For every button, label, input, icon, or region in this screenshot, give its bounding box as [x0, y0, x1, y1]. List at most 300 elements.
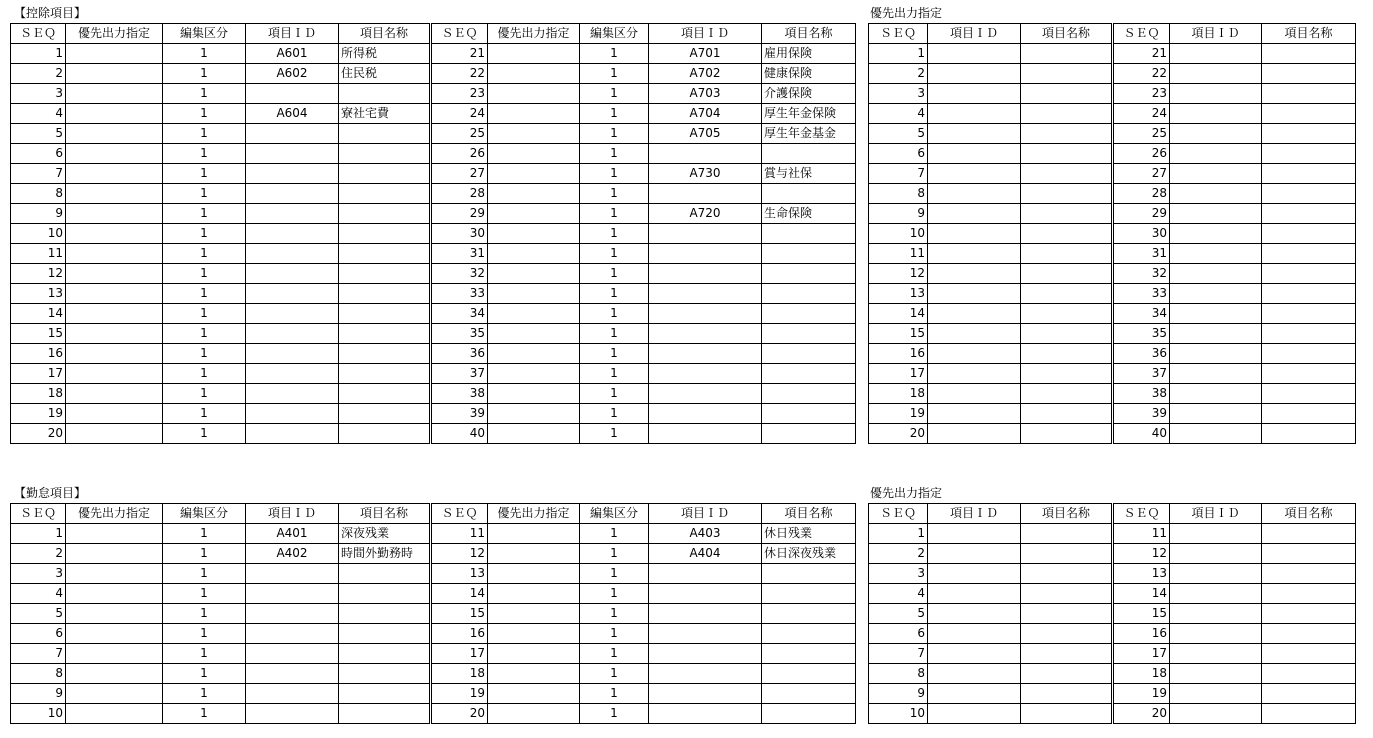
table-row — [11, 124, 856, 144]
table-row — [869, 624, 1356, 644]
table-row — [869, 424, 1356, 444]
item-name-cell — [1262, 324, 1356, 344]
item-id-cell — [649, 184, 762, 204]
item-id-cell — [928, 624, 1021, 644]
item-name-cell — [339, 184, 431, 204]
item-name-cell: 雇用保険 — [762, 44, 856, 64]
seq-cell: 7 — [11, 644, 66, 664]
item-name-cell — [1262, 544, 1356, 564]
seq-cell: 4 — [11, 584, 66, 604]
priority-cell — [66, 104, 163, 124]
seq-cell: 6 — [869, 144, 928, 164]
item-name-cell — [762, 424, 856, 444]
item-name-cell: 所得税 — [339, 44, 431, 64]
priority-cell — [488, 284, 580, 304]
seq-cell: 12 — [869, 264, 928, 284]
item-name-cell — [762, 624, 856, 644]
priority-cell — [488, 544, 580, 564]
item-id-cell — [928, 44, 1021, 64]
seq-cell: 19 — [431, 684, 488, 704]
edit-type-cell: 1 — [163, 284, 246, 304]
item-name-cell — [339, 684, 431, 704]
item-name-cell — [1021, 284, 1113, 304]
item-id-cell — [1170, 604, 1262, 624]
edit-type-cell: 1 — [580, 244, 649, 264]
item-name-cell — [762, 284, 856, 304]
priority-cell — [66, 264, 163, 284]
seq-cell: 17 — [869, 364, 928, 384]
item-id-cell — [649, 284, 762, 304]
item-id-cell — [246, 124, 339, 144]
table-row — [869, 284, 1356, 304]
seq-cell: 5 — [869, 604, 928, 624]
seq-cell: 23 — [1113, 84, 1170, 104]
item-name-cell — [339, 704, 431, 724]
item-id-cell — [1170, 224, 1262, 244]
edit-type-cell: 1 — [580, 144, 649, 164]
seq-cell: 2 — [11, 544, 66, 564]
seq-cell: 17 — [11, 364, 66, 384]
priority-cell — [66, 344, 163, 364]
seq-cell: 36 — [1113, 344, 1170, 364]
edit-type-cell: 1 — [163, 124, 246, 144]
item-name-cell: 寮社宅費 — [339, 104, 431, 124]
item-name-cell — [339, 584, 431, 604]
column-header: 項目名称 — [1021, 24, 1113, 44]
seq-cell: 38 — [1113, 384, 1170, 404]
edit-type-cell: 1 — [580, 184, 649, 204]
table-row — [869, 64, 1356, 84]
seq-cell: 24 — [1113, 104, 1170, 124]
edit-type-cell: 1 — [163, 604, 246, 624]
edit-type-cell: 1 — [163, 624, 246, 644]
item-id-cell — [1170, 184, 1262, 204]
seq-cell: 9 — [11, 684, 66, 704]
seq-cell: 27 — [431, 164, 488, 184]
item-id-cell: A703 — [649, 84, 762, 104]
table-row — [11, 684, 856, 704]
item-id-cell — [246, 624, 339, 644]
attendance-table — [10, 503, 856, 724]
table-row — [11, 244, 856, 264]
seq-cell: 34 — [431, 304, 488, 324]
item-name-cell — [339, 164, 431, 184]
item-id-cell: A701 — [649, 44, 762, 64]
table-row — [11, 364, 856, 384]
item-id-cell — [928, 104, 1021, 124]
item-id-cell — [928, 324, 1021, 344]
seq-cell: 19 — [11, 404, 66, 424]
item-id-cell: A730 — [649, 164, 762, 184]
item-name-cell — [339, 284, 431, 304]
item-name-cell — [339, 204, 431, 224]
item-id-cell — [649, 364, 762, 384]
priority-cell — [488, 264, 580, 284]
seq-cell: 19 — [1113, 684, 1170, 704]
edit-type-cell: 1 — [580, 164, 649, 184]
item-id-cell: A702 — [649, 64, 762, 84]
column-header: ＳＥＱ — [431, 504, 488, 524]
seq-cell: 5 — [11, 124, 66, 144]
edit-type-cell: 1 — [580, 664, 649, 684]
seq-cell: 39 — [1113, 404, 1170, 424]
column-header: 編集区分 — [580, 504, 649, 524]
column-header: 項目名称 — [762, 504, 856, 524]
item-name-cell — [1262, 304, 1356, 324]
item-name-cell — [1021, 524, 1113, 544]
item-name-cell — [1262, 244, 1356, 264]
item-id-cell — [246, 144, 339, 164]
table-row — [11, 624, 856, 644]
deduction-table — [10, 23, 856, 444]
table-row — [869, 204, 1356, 224]
edit-type-cell: 1 — [163, 264, 246, 284]
priority-cell — [66, 584, 163, 604]
item-name-cell — [1262, 604, 1356, 624]
seq-cell: 3 — [869, 84, 928, 104]
seq-cell: 15 — [431, 604, 488, 624]
item-name-cell — [1021, 304, 1113, 324]
edit-type-cell: 1 — [580, 224, 649, 244]
item-id-cell — [246, 284, 339, 304]
item-id-cell — [928, 244, 1021, 264]
table-row — [869, 44, 1356, 64]
item-id-cell — [1170, 384, 1262, 404]
seq-cell: 20 — [869, 424, 928, 444]
seq-cell: 25 — [1113, 124, 1170, 144]
edit-type-cell: 1 — [163, 704, 246, 724]
column-header: 項目ＩＤ — [1170, 504, 1262, 524]
table-row — [869, 644, 1356, 664]
item-name-cell — [1021, 584, 1113, 604]
priority-cell — [66, 664, 163, 684]
item-name-cell — [1021, 124, 1113, 144]
column-header: 編集区分 — [163, 24, 246, 44]
item-name-cell — [1021, 84, 1113, 104]
item-id-cell: A705 — [649, 124, 762, 144]
item-name-cell: 深夜残業 — [339, 524, 431, 544]
header-row — [869, 504, 1356, 524]
item-id-cell — [649, 684, 762, 704]
edit-type-cell: 1 — [580, 204, 649, 224]
item-id-cell — [928, 564, 1021, 584]
edit-type-cell: 1 — [163, 304, 246, 324]
column-header: 項目名称 — [339, 504, 431, 524]
item-id-cell — [928, 584, 1021, 604]
item-id-cell — [649, 404, 762, 424]
item-id-cell — [928, 604, 1021, 624]
item-name-cell — [762, 324, 856, 344]
table-row — [869, 524, 1356, 544]
edit-type-cell: 1 — [580, 624, 649, 644]
seq-cell: 17 — [1113, 644, 1170, 664]
item-name-cell — [1021, 144, 1113, 164]
edit-type-cell: 1 — [580, 104, 649, 124]
seq-cell: 13 — [869, 284, 928, 304]
item-id-cell — [928, 704, 1021, 724]
seq-cell: 16 — [1113, 624, 1170, 644]
column-header: 項目名称 — [1262, 24, 1356, 44]
item-id-cell — [649, 664, 762, 684]
item-name-cell: 介護保険 — [762, 84, 856, 104]
item-id-cell — [1170, 64, 1262, 84]
table-row — [869, 384, 1356, 404]
seq-cell: 16 — [869, 344, 928, 364]
edit-type-cell: 1 — [163, 84, 246, 104]
seq-cell: 14 — [1113, 584, 1170, 604]
seq-cell: 33 — [431, 284, 488, 304]
item-id-cell — [649, 424, 762, 444]
item-id-cell — [649, 384, 762, 404]
item-id-cell — [928, 404, 1021, 424]
priority-cell — [66, 164, 163, 184]
edit-type-cell: 1 — [163, 64, 246, 84]
seq-cell: 10 — [869, 224, 928, 244]
seq-cell: 8 — [869, 664, 928, 684]
seq-cell: 13 — [431, 564, 488, 584]
item-name-cell — [339, 664, 431, 684]
item-id-cell: A601 — [246, 44, 339, 64]
seq-cell: 26 — [1113, 144, 1170, 164]
column-header: ＳＥＱ — [1113, 24, 1170, 44]
item-name-cell: 生命保険 — [762, 204, 856, 224]
table-row — [11, 644, 856, 664]
edit-type-cell: 1 — [163, 204, 246, 224]
item-name-cell: 健康保険 — [762, 64, 856, 84]
edit-type-cell: 1 — [580, 264, 649, 284]
item-name-cell: 厚生年金基金 — [762, 124, 856, 144]
item-id-cell — [928, 304, 1021, 324]
item-id-cell — [928, 124, 1021, 144]
edit-type-cell: 1 — [163, 564, 246, 584]
column-header: 項目ＩＤ — [928, 504, 1021, 524]
edit-type-cell: 1 — [163, 584, 246, 604]
item-name-cell — [1262, 364, 1356, 384]
item-name-cell — [762, 384, 856, 404]
item-id-cell — [246, 264, 339, 284]
item-id-cell — [246, 604, 339, 624]
seq-cell: 35 — [431, 324, 488, 344]
table-row — [869, 404, 1356, 424]
seq-cell: 6 — [11, 144, 66, 164]
column-header: 優先出力指定 — [488, 24, 580, 44]
item-id-cell — [1170, 664, 1262, 684]
item-name-cell — [1021, 64, 1113, 84]
seq-cell: 40 — [1113, 424, 1170, 444]
edit-type-cell: 1 — [580, 64, 649, 84]
seq-cell: 32 — [1113, 264, 1170, 284]
header-row — [11, 24, 856, 44]
seq-cell: 13 — [11, 284, 66, 304]
priority-cell — [488, 104, 580, 124]
edit-type-cell: 1 — [580, 604, 649, 624]
edit-type-cell: 1 — [580, 644, 649, 664]
priority-cell — [488, 184, 580, 204]
header-row — [869, 24, 1356, 44]
item-id-cell — [1170, 644, 1262, 664]
seq-cell: 2 — [869, 64, 928, 84]
seq-cell: 8 — [11, 184, 66, 204]
item-id-cell: A704 — [649, 104, 762, 124]
item-name-cell — [1262, 664, 1356, 684]
item-id-cell — [1170, 564, 1262, 584]
item-id-cell — [246, 384, 339, 404]
item-name-cell — [1021, 44, 1113, 64]
seq-cell: 18 — [11, 384, 66, 404]
edit-type-cell: 1 — [163, 104, 246, 124]
seq-cell: 7 — [11, 164, 66, 184]
priority-cell — [488, 524, 580, 544]
edit-type-cell: 1 — [580, 44, 649, 64]
table-row — [869, 184, 1356, 204]
item-name-cell — [1262, 84, 1356, 104]
table-row — [11, 404, 856, 424]
seq-cell: 9 — [869, 684, 928, 704]
item-id-cell — [649, 264, 762, 284]
item-name-cell — [762, 184, 856, 204]
item-id-cell — [246, 224, 339, 244]
seq-cell: 18 — [1113, 664, 1170, 684]
item-id-cell — [928, 204, 1021, 224]
table-row — [11, 564, 856, 584]
priority-cell — [488, 324, 580, 344]
item-id-cell — [246, 404, 339, 424]
edit-type-cell: 1 — [580, 684, 649, 704]
table-row — [11, 184, 856, 204]
item-name-cell — [1262, 524, 1356, 544]
seq-cell: 11 — [869, 244, 928, 264]
item-name-cell — [1262, 684, 1356, 704]
item-id-cell — [1170, 624, 1262, 644]
seq-cell: 16 — [11, 344, 66, 364]
seq-cell: 23 — [431, 84, 488, 104]
table-row — [869, 224, 1356, 244]
table-row — [869, 344, 1356, 364]
table-row — [11, 204, 856, 224]
priority-cell — [488, 704, 580, 724]
item-name-cell — [762, 264, 856, 284]
item-name-cell: 厚生年金保険 — [762, 104, 856, 124]
table-row — [869, 584, 1356, 604]
item-id-cell — [928, 644, 1021, 664]
item-name-cell — [1262, 44, 1356, 64]
priority-cell — [66, 564, 163, 584]
priority-cell — [488, 164, 580, 184]
table-row — [11, 164, 856, 184]
item-name-cell — [1021, 604, 1113, 624]
item-name-cell — [1021, 644, 1113, 664]
edit-type-cell: 1 — [163, 164, 246, 184]
table-row — [869, 164, 1356, 184]
item-name-cell — [339, 404, 431, 424]
seq-cell: 37 — [431, 364, 488, 384]
priority-cell — [488, 204, 580, 224]
item-name-cell — [1262, 184, 1356, 204]
edit-type-cell: 1 — [580, 304, 649, 324]
seq-cell: 19 — [869, 404, 928, 424]
item-id-cell — [246, 324, 339, 344]
item-name-cell — [762, 304, 856, 324]
item-name-cell — [1021, 184, 1113, 204]
seq-cell: 22 — [1113, 64, 1170, 84]
item-id-cell — [1170, 524, 1262, 544]
item-name-cell — [1021, 684, 1113, 704]
item-id-cell — [649, 644, 762, 664]
item-name-cell — [1262, 704, 1356, 724]
item-id-cell — [928, 64, 1021, 84]
item-name-cell — [339, 324, 431, 344]
column-header: ＳＥＱ — [11, 504, 66, 524]
priority-cell — [66, 224, 163, 244]
seq-cell: 15 — [869, 324, 928, 344]
item-name-cell — [1021, 364, 1113, 384]
item-id-cell: A602 — [246, 64, 339, 84]
item-name-cell — [1262, 264, 1356, 284]
item-id-cell — [649, 144, 762, 164]
table-row — [869, 324, 1356, 344]
item-name-cell — [762, 344, 856, 364]
header-row — [11, 504, 856, 524]
seq-cell: 36 — [431, 344, 488, 364]
table-row — [869, 124, 1356, 144]
column-header: 編集区分 — [163, 504, 246, 524]
edit-type-cell: 1 — [163, 244, 246, 264]
item-id-cell — [928, 144, 1021, 164]
item-name-cell — [1021, 624, 1113, 644]
priority-cell — [488, 44, 580, 64]
item-id-cell — [928, 424, 1021, 444]
item-id-cell — [649, 344, 762, 364]
item-name-cell — [1021, 264, 1113, 284]
seq-cell: 4 — [869, 104, 928, 124]
column-header: ＳＥＱ — [869, 504, 928, 524]
item-name-cell — [762, 664, 856, 684]
edit-type-cell: 1 — [580, 404, 649, 424]
item-id-cell — [1170, 44, 1262, 64]
priority-cell — [488, 344, 580, 364]
column-header: ＳＥＱ — [431, 24, 488, 44]
seq-cell: 31 — [1113, 244, 1170, 264]
table-row — [869, 364, 1356, 384]
seq-cell: 38 — [431, 384, 488, 404]
item-name-cell — [339, 264, 431, 284]
item-name-cell — [1262, 124, 1356, 144]
edit-type-cell: 1 — [163, 404, 246, 424]
table-row — [869, 604, 1356, 624]
item-name-cell: 休日残業 — [762, 524, 856, 544]
table-row — [11, 704, 856, 724]
seq-cell: 15 — [11, 324, 66, 344]
seq-cell: 17 — [431, 644, 488, 664]
table-row — [11, 44, 856, 64]
priority-cell — [488, 304, 580, 324]
item-name-cell — [339, 564, 431, 584]
priority-cell — [488, 144, 580, 164]
edit-type-cell: 1 — [163, 344, 246, 364]
item-name-cell — [762, 224, 856, 244]
item-id-cell — [246, 84, 339, 104]
item-id-cell — [1170, 364, 1262, 384]
item-id-cell — [1170, 84, 1262, 104]
edit-type-cell: 1 — [580, 544, 649, 564]
seq-cell: 25 — [431, 124, 488, 144]
deduction-priority-title: 優先出力指定 — [870, 6, 943, 20]
table-row — [11, 584, 856, 604]
item-id-cell: A404 — [649, 544, 762, 564]
priority-cell — [66, 404, 163, 424]
priority-cell — [66, 84, 163, 104]
table-row — [869, 704, 1356, 724]
